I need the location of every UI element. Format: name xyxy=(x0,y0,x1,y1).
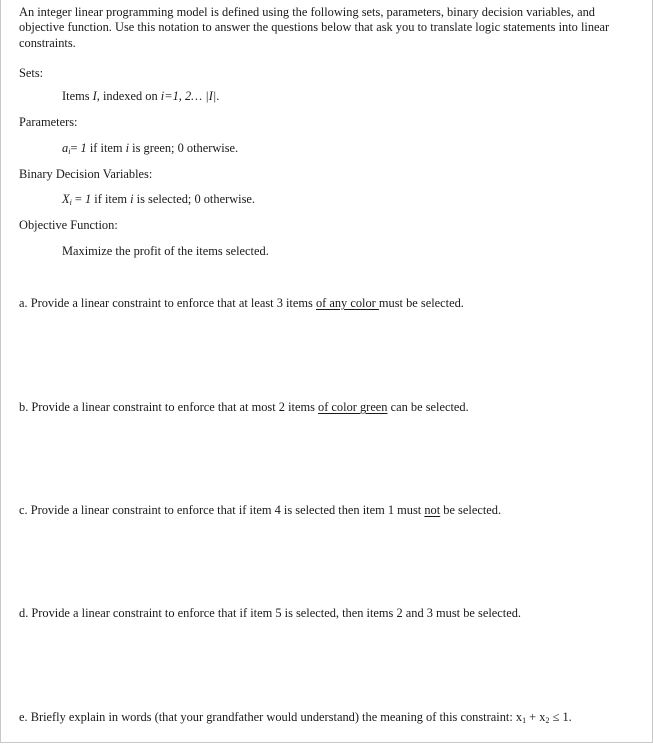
sets-heading: Sets: xyxy=(19,66,44,80)
question-e: e. Briefly explain in words (that your grandfather would understand) the meaning of this constraint: $x_1 + x_2 \le 1$. xyxy=(19,710,572,725)
question-a: a. Provide a linear constraint to enforce that at least 3 items of any color must be selected. xyxy=(19,296,464,310)
sets-definition: Items I, indexed on i=1, 2… |I|. xyxy=(62,89,220,103)
question-c: c. Provide a linear constraint to enforce that if item 4 is selected then item 1 must not be selected. xyxy=(19,503,502,517)
question-b: b. Provide a linear constraint to enforce that at most 2 items of color green can be selected. xyxy=(19,400,469,414)
parameters-heading: Parameters: xyxy=(19,115,78,129)
objective-text: Maximize the profit of the items selected. xyxy=(62,244,269,258)
objective-heading: Objective Function: xyxy=(19,218,118,232)
question-d: d. Provide a linear constraint to enforce that if item 5 is selected, then items 2 and 3 must be selected. xyxy=(19,606,522,620)
parameter-definition: $a_i= 1$ if item i is green; 0 otherwise. xyxy=(62,141,239,156)
variable-definition: $X_i = 1$ if item i is selected; 0 otherwise. xyxy=(62,192,256,207)
intro-paragraph: An integer linear programming model is defined using the following sets, parameters, binary decision variables, and objective function. Use this notation to answer the questions below that ask you to translate logic statements into linear constraints. xyxy=(19,5,610,50)
variables-heading: Binary Decision Variables: xyxy=(19,167,153,181)
